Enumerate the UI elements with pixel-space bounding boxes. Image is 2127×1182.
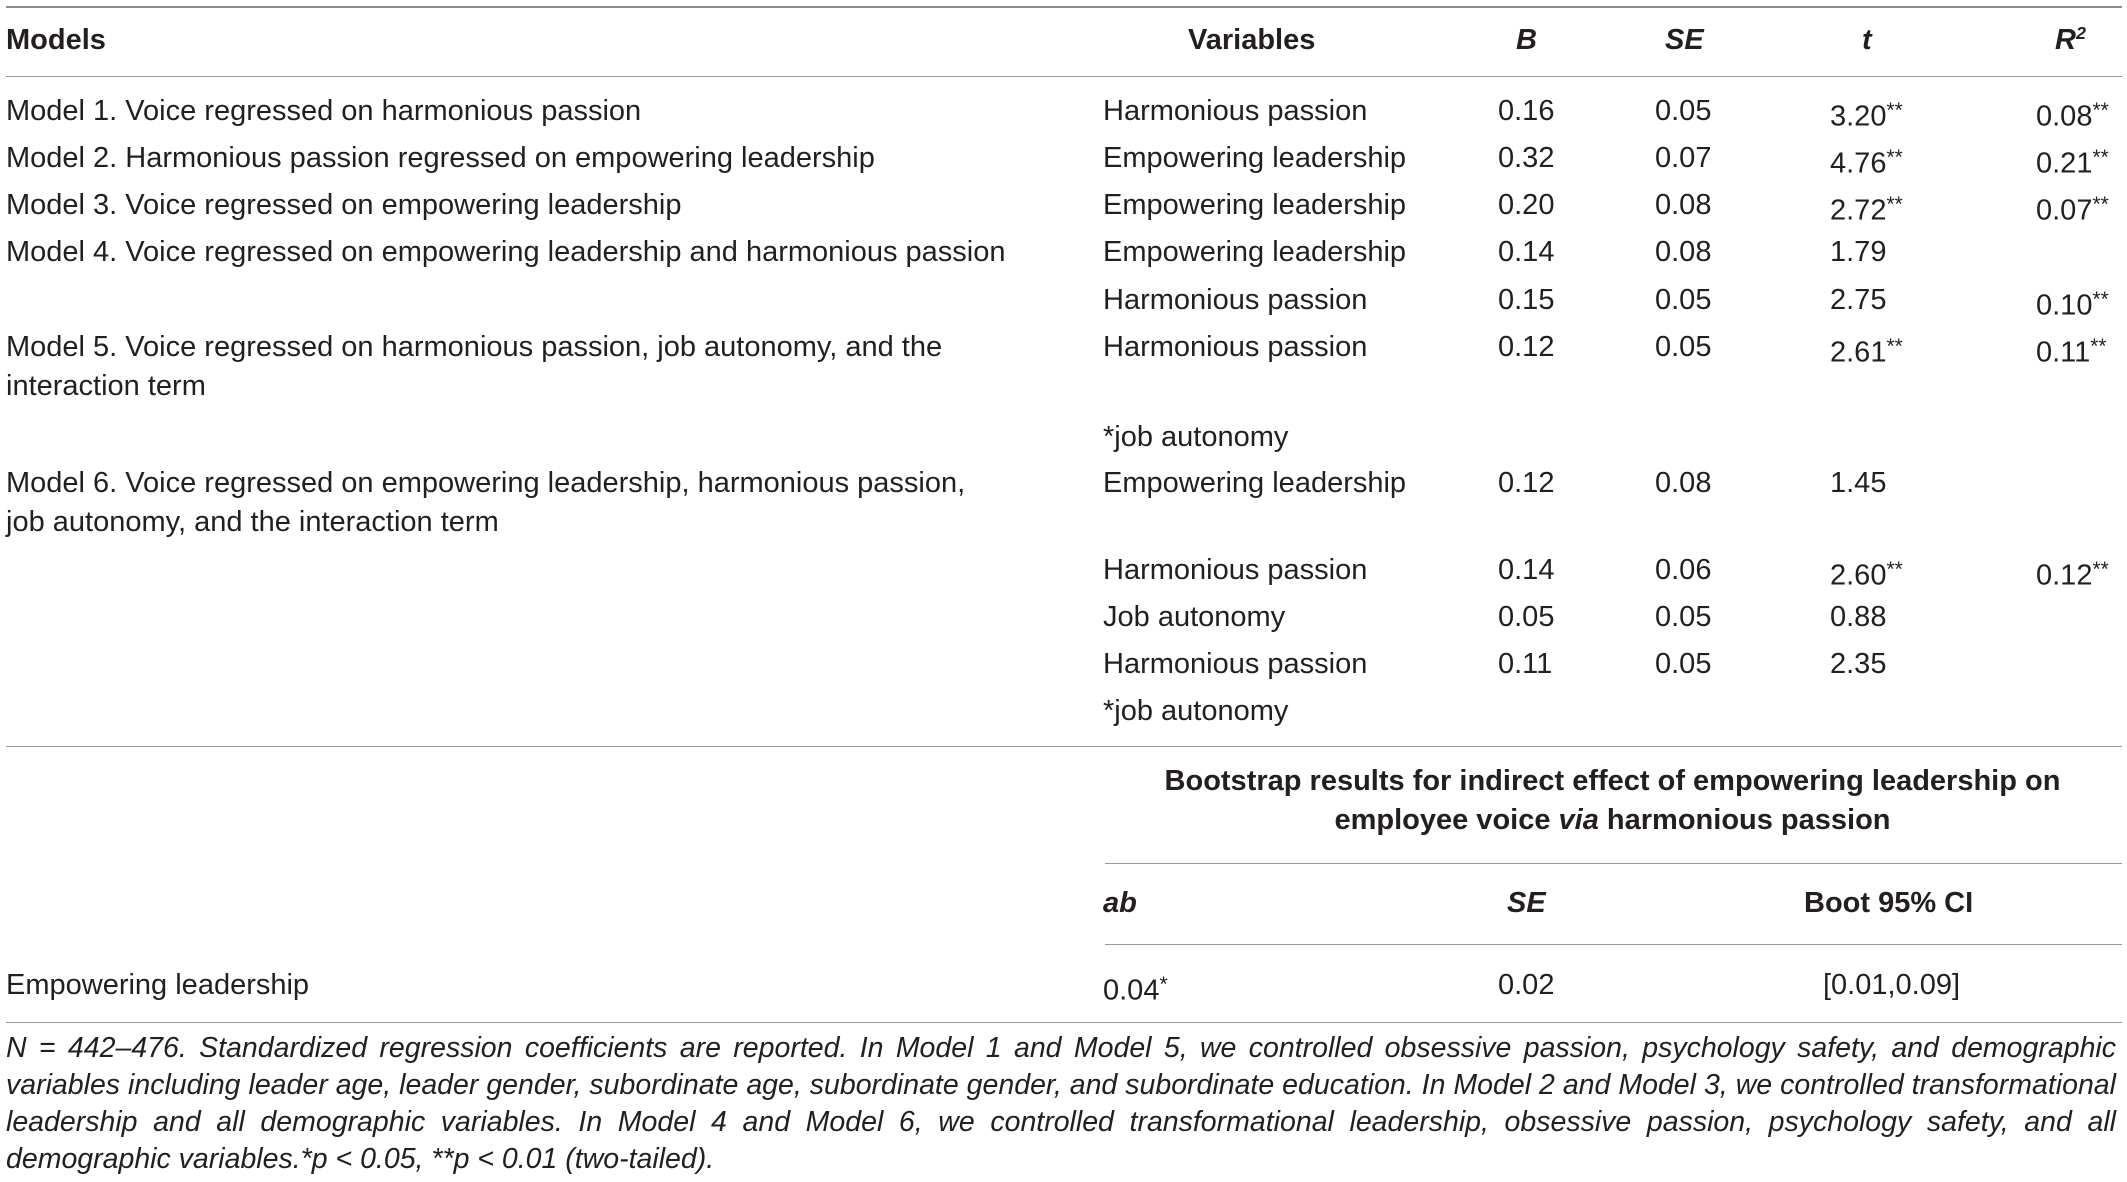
significance-stars: ** <box>2092 146 2109 169</box>
bootstrap-title-rule <box>1105 863 2122 864</box>
t-value: 2.35 <box>1830 648 1887 680</box>
significance-stars: ** <box>1886 193 1903 216</box>
variable-name: Empowering leadership <box>1103 467 1407 499</box>
r2-value: 0.07** <box>2036 193 2109 227</box>
bootstrap-se-value: 0.02 <box>1498 969 1555 1001</box>
bootstrap-ci-value: [0.01,0.09] <box>1823 969 1961 1001</box>
significance-stars: ** <box>2090 335 2107 358</box>
header-models: Models <box>6 24 106 56</box>
header-t: t <box>1862 24 1872 56</box>
r2-value: 0.21** <box>2036 146 2109 180</box>
significance-stars: ** <box>1886 335 1903 358</box>
se-value: 0.08 <box>1655 236 1712 268</box>
t-value: 2.61** <box>1830 335 1903 369</box>
significance-stars: ** <box>1886 146 1903 169</box>
variable-name: *job autonomy <box>1103 695 1289 727</box>
model-label: Model 5. Voice regressed on harmonious passion, job autonomy, and the <box>6 331 943 363</box>
variable-name: Empowering leadership <box>1103 189 1407 221</box>
t-value: 0.88 <box>1830 601 1887 633</box>
model-label: Model 6. Voice regressed on empowering leadership, harmonious passion, <box>6 467 966 499</box>
variable-name: Harmonious passion <box>1103 648 1368 680</box>
model-label: Model 1. Voice regressed on harmonious passion <box>6 95 642 127</box>
b-value: 0.14 <box>1498 236 1555 268</box>
variable-name: Harmonious passion <box>1103 554 1368 586</box>
bootstrap-header-rule <box>1105 944 2122 945</box>
model-label-continued: interaction term <box>6 370 206 402</box>
se-value: 0.05 <box>1655 331 1712 363</box>
se-value: 0.05 <box>1655 95 1712 127</box>
bootstrap-ab-value: 0.04* <box>1103 973 1168 1007</box>
se-value: 0.05 <box>1655 648 1712 680</box>
bootstrap-row-label: Empowering leadership <box>6 969 310 1001</box>
variable-name: Job autonomy <box>1103 601 1286 633</box>
header-b: B <box>1516 24 1537 56</box>
b-value: 0.12 <box>1498 467 1555 499</box>
t-value: 2.75 <box>1830 284 1887 316</box>
r2-value: 0.11** <box>2036 335 2107 369</box>
t-value: 2.72** <box>1830 193 1903 227</box>
bottom-rule <box>6 1022 2122 1023</box>
header-rule <box>6 76 2122 77</box>
t-value: 1.45 <box>1830 467 1887 499</box>
variable-name: Empowering leadership <box>1103 142 1407 174</box>
se-value: 0.08 <box>1655 189 1712 221</box>
variable-name: Harmonious passion <box>1103 331 1368 363</box>
t-value: 1.79 <box>1830 236 1887 268</box>
significance-stars: ** <box>2092 99 2109 122</box>
table-note: N = 442–476. Standardized regression coefficients are reported. In Model 1 and Model 5, we controlled obsessive passion, psychology safety, and demographic variables including leader age, leader gender, subordinate age, subordinate gender, and subordinate education. In Model 2 and Model 3, we controlled transformational leadership and all demographic variables. In Model 4 and Model 6, we controlled transformational leadership, obsessive passion, psychology safety, and all demographic variables.*p < 0.05, **p < 0.01 (two-tailed). <box>6 1032 2116 1175</box>
se-value: 0.05 <box>1655 284 1712 316</box>
t-value: 2.60** <box>1830 558 1903 592</box>
variable-name: Harmonious passion <box>1103 95 1368 127</box>
significance-stars: ** <box>2092 288 2109 311</box>
significance-stars: ** <box>2092 193 2109 216</box>
bootstrap-title: Bootstrap results for indirect effect of empowering leadership on employee voice via harmonious passion <box>1164 765 2061 836</box>
bootstrap-header-se: SE <box>1507 887 1546 919</box>
header-se: SE <box>1665 24 1704 56</box>
header-r2: $R^2$ <box>2055 23 2086 56</box>
header-r2-superscript: 2 <box>2075 23 2086 44</box>
model-label: Model 4. Voice regressed on empowering leadership and harmonious passion <box>6 236 1006 268</box>
significance-stars: ** <box>1886 558 1903 581</box>
r2-value: 0.10** <box>2036 288 2109 322</box>
variable-name: Harmonious passion <box>1103 284 1368 316</box>
bootstrap-header-ab: ab <box>1103 887 1137 919</box>
r2-value: 0.08** <box>2036 99 2109 133</box>
se-value: 0.07 <box>1655 142 1712 174</box>
b-value: 0.32 <box>1498 142 1555 174</box>
r2-value: 0.12** <box>2036 558 2109 592</box>
se-value: 0.06 <box>1655 554 1712 586</box>
significance-stars: ** <box>2092 558 2109 581</box>
model-label-continued: job autonomy, and the interaction term <box>6 506 499 538</box>
t-value: 4.76** <box>1830 146 1903 180</box>
top-rule <box>6 6 2122 8</box>
se-value: 0.05 <box>1655 601 1712 633</box>
t-value: 3.20** <box>1830 99 1903 133</box>
bootstrap-header-ci: Boot 95% CI <box>1804 887 1974 919</box>
variable-name: *job autonomy <box>1103 421 1289 453</box>
b-value: 0.11 <box>1498 648 1553 680</box>
section-rule <box>6 746 2122 747</box>
b-value: 0.20 <box>1498 189 1555 221</box>
model-label: Model 2. Harmonious passion regressed on empowering leadership <box>6 142 875 174</box>
b-value: 0.14 <box>1498 554 1555 586</box>
header-variables: Variables <box>1188 24 1316 56</box>
significance-stars: ** <box>1886 99 1903 122</box>
variable-name: Empowering leadership <box>1103 236 1407 268</box>
model-label: Model 3. Voice regressed on empowering leadership <box>6 189 682 221</box>
b-value: 0.15 <box>1498 284 1555 316</box>
se-value: 0.08 <box>1655 467 1712 499</box>
b-value: 0.16 <box>1498 95 1555 127</box>
b-value: 0.05 <box>1498 601 1555 633</box>
b-value: 0.12 <box>1498 331 1555 363</box>
